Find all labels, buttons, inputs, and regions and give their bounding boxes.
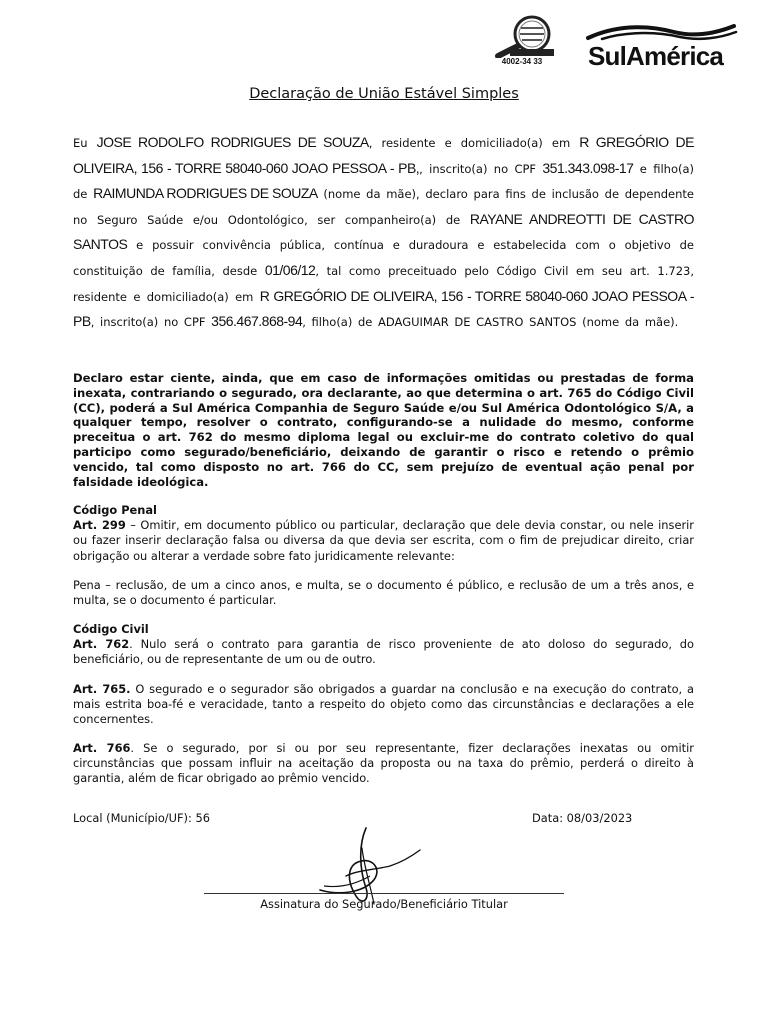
declarant-cpf: 351.343.098-17 bbox=[542, 159, 634, 176]
declaration-text: , inscrito(a) no CPF bbox=[90, 315, 212, 330]
partner-name: RAYANE ANDREOTTI DE CASTRO SANTOS bbox=[73, 210, 694, 253]
penal-code-section bbox=[73, 503, 694, 564]
art-762-text: . Nulo será o contrato para garantia de risco proveniente de ato doloso do segurado, do beneficiário, ou de representante de um ou de outro. bbox=[73, 637, 694, 667]
location-field bbox=[73, 811, 210, 825]
art-766-label: Art. 766 bbox=[73, 741, 131, 755]
civil-code-heading: Código Civil bbox=[73, 622, 149, 636]
magnifier-logo-icon bbox=[488, 14, 556, 58]
sulamerica-logo bbox=[584, 22, 744, 70]
wave-logo-icon bbox=[584, 22, 744, 42]
signature-line bbox=[204, 893, 564, 894]
partner-cpf: 356.467.868-94 bbox=[211, 313, 303, 330]
legal-notice: Declaro estar ciente, ainda, que em caso de informações omitidas ou prestadas de forma inexata, contrariando o segurado, ora declarante, ao que determina o art. 765 do Código Civil (CC), poderá a Sul América Companhia de Seguro Saúde e/ou Sul América Odontológico S/A, a qualquer tempo, resolver o contrato, configurando-se a nulidade do mesmo, conforme preceitua o art. 762 do mesmo diploma legal ou excluir-me do contrato coletivo do qual participo como segurado/beneficiário, deixando de garantir o risco e retendo o prêmio vencido, tal como disposto no art. 766 do CC, sem prejuízo de eventual ação penal por falsidade ideológica. bbox=[73, 371, 694, 489]
location-label: Local (Município/UF): bbox=[73, 811, 196, 825]
art-299-label: Art. 299 bbox=[73, 518, 126, 533]
declaration-text: , tal como preceituado pelo Código Civil em seu art. 1.723, residente e domiciliado(a) em bbox=[73, 263, 694, 304]
date-field bbox=[532, 811, 632, 825]
badge-phone-number: 4002-34 33 bbox=[501, 57, 543, 66]
union-date: 01/06/12 bbox=[264, 261, 316, 278]
document-title: Declaração de União Estável Simples bbox=[249, 86, 519, 102]
declaration-text: Eu bbox=[73, 136, 97, 150]
declarant-address: R GREGÓRIO DE OLIVEIRA, 156 - TORRE 58040-060 JOAO PESSOA - PB, bbox=[73, 134, 694, 176]
art-765-text: O segurado e o segurador são obrigados a guardar na conclusão e na execução do contrato, a mais estrita boa-fé e veracidade, tanto a respeito do objeto como das circunstâncias e declarações a ele concernentes. bbox=[73, 682, 694, 727]
art-765-label: Art. 765. bbox=[73, 682, 131, 696]
date-label: Data: bbox=[532, 811, 567, 825]
civil-code-section bbox=[73, 622, 694, 668]
declaration-text: , inscrito(a) no CPF bbox=[419, 161, 543, 176]
art-299-text: – Omitir, em documento público ou particular, declaração que dele devia constar, ou nele inserir ou fazer inserir declaração falsa ou diversa da que devia ser escrita, com o fim de prejudicar direito, criar obrigação ou alterar a verdade sobre fato juridicamente relevante: bbox=[73, 518, 694, 563]
art-765 bbox=[73, 682, 694, 728]
signature-caption: Assinatura do Segurado/Beneficiário Titular bbox=[260, 897, 508, 911]
penalty-paragraph: Pena – reclusão, de um a cinco anos, e multa, se o documento é público, e reclusão de um a três anos, e multa, se o documento é particular. bbox=[73, 578, 694, 608]
location-value: 56 bbox=[195, 811, 210, 825]
art-766 bbox=[73, 741, 694, 787]
date-value: 08/03/2023 bbox=[566, 811, 633, 825]
declaration-text: (nome da mãe), declaro para fins de inclusão de dependente no Seguro Saúde e/ou Odontológico, ser companheiro(a) de bbox=[73, 187, 695, 227]
partner-address: R GREGÓRIO DE OLIVEIRA, 156 - TORRE 58040-060 JOAO PESSOA - PB bbox=[73, 287, 694, 330]
declaration-text: , filho(a) de ADAGUIMAR DE CASTRO SANTOS (nome da mãe). bbox=[302, 315, 679, 330]
penal-code-heading: Código Penal bbox=[73, 503, 157, 517]
declarant-mother-name: RAIMUNDA RODRIGUES DE SOUZA bbox=[93, 185, 318, 202]
art-762 bbox=[73, 637, 694, 667]
declaration-paragraph bbox=[73, 130, 694, 335]
declarant-name: JOSE RODOLFO RODRIGUES DE SOUZA bbox=[96, 134, 369, 150]
art-299 bbox=[73, 518, 694, 564]
art-766-text: . Se o segurado, por si ou por seu representante, fizer declarações inexatas ou omitir circunstâncias que possam influir na aceitação da proposta ou na taxa do prêmio, perderá o direito à garantia, além de ficar obrigado ao prêmio vencido. bbox=[73, 741, 694, 786]
declaration-text: e possuir convivência pública, contínua e duradoura e estabelecida com o objetivo de constituição de família, desde bbox=[73, 238, 694, 278]
declaration-text: , residente e domiciliado(a) em bbox=[368, 136, 580, 150]
art-762-label: Art. 762 bbox=[73, 637, 130, 652]
declaration-text: e filho(a) de bbox=[73, 161, 695, 202]
handwritten-signature-icon bbox=[300, 826, 430, 906]
anti-fraud-badge bbox=[488, 14, 556, 68]
brand-name: SulAmérica bbox=[588, 41, 724, 71]
